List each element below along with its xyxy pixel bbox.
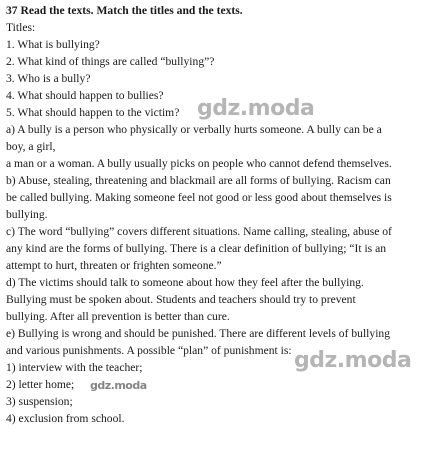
titles-label: Titles: xyxy=(6,21,36,34)
text-line: boy, a girl, xyxy=(6,140,56,153)
text-line: 2) letter home; xyxy=(6,378,75,391)
watermark: gdz.moda xyxy=(197,96,315,121)
text-line: 4) exclusion from school. xyxy=(6,412,125,425)
text-line: d) The victims should talk to someone about how they feel after the bullying. xyxy=(6,276,364,289)
title-item: 2. What kind of things are called “bullying”? xyxy=(6,55,215,68)
text-line: Bullying must be spoken about. Students and teachers should try to prevent xyxy=(6,293,356,306)
text-line: 1) interview with the teacher; xyxy=(6,361,143,374)
text-line: be called bullying. Making someone feel not good or less good about themselves is xyxy=(6,191,392,204)
text-line: bullying. After all prevention is better than cure. xyxy=(6,310,230,323)
exercise-heading: 37 Read the texts. Match the titles and the texts. xyxy=(6,4,243,17)
title-item: 5. What should happen to the victim? xyxy=(6,106,180,119)
text-line: and various punishments. A possible “plan” of punishment is: xyxy=(6,344,292,357)
text-line: bullying. xyxy=(6,208,48,221)
text-line: attempt to hurt, threaten or frighten someone.” xyxy=(6,259,222,272)
text-line: any kind are the forms of bullying. There is a clear definition of bullying; “It is an xyxy=(6,242,387,255)
title-item: 3. Who is a bully? xyxy=(6,72,91,85)
text-line: b) Abuse, stealing, threatening and blackmail are all forms of bullying. Racism can xyxy=(6,174,391,187)
text-line: a man or a woman. A bully usually picks on people who cannot defend themselves. xyxy=(6,157,392,170)
text-line: e) Bullying is wrong and should be punished. There are different levels of bullying xyxy=(6,327,391,340)
text-line: 3) suspension; xyxy=(6,395,73,408)
title-item: 4. What should happen to bullies? xyxy=(6,89,164,102)
text-line: a) A bully is a person who physically or verbally hurts someone. A bully can be a xyxy=(6,123,382,136)
text-line: c) The word “bullying” covers different situations. Name calling, stealing, abuse of xyxy=(6,225,392,238)
watermark: gdz.moda xyxy=(90,379,147,392)
title-item: 1. What is bullying? xyxy=(6,38,100,51)
watermark: gdz.moda xyxy=(294,348,412,373)
